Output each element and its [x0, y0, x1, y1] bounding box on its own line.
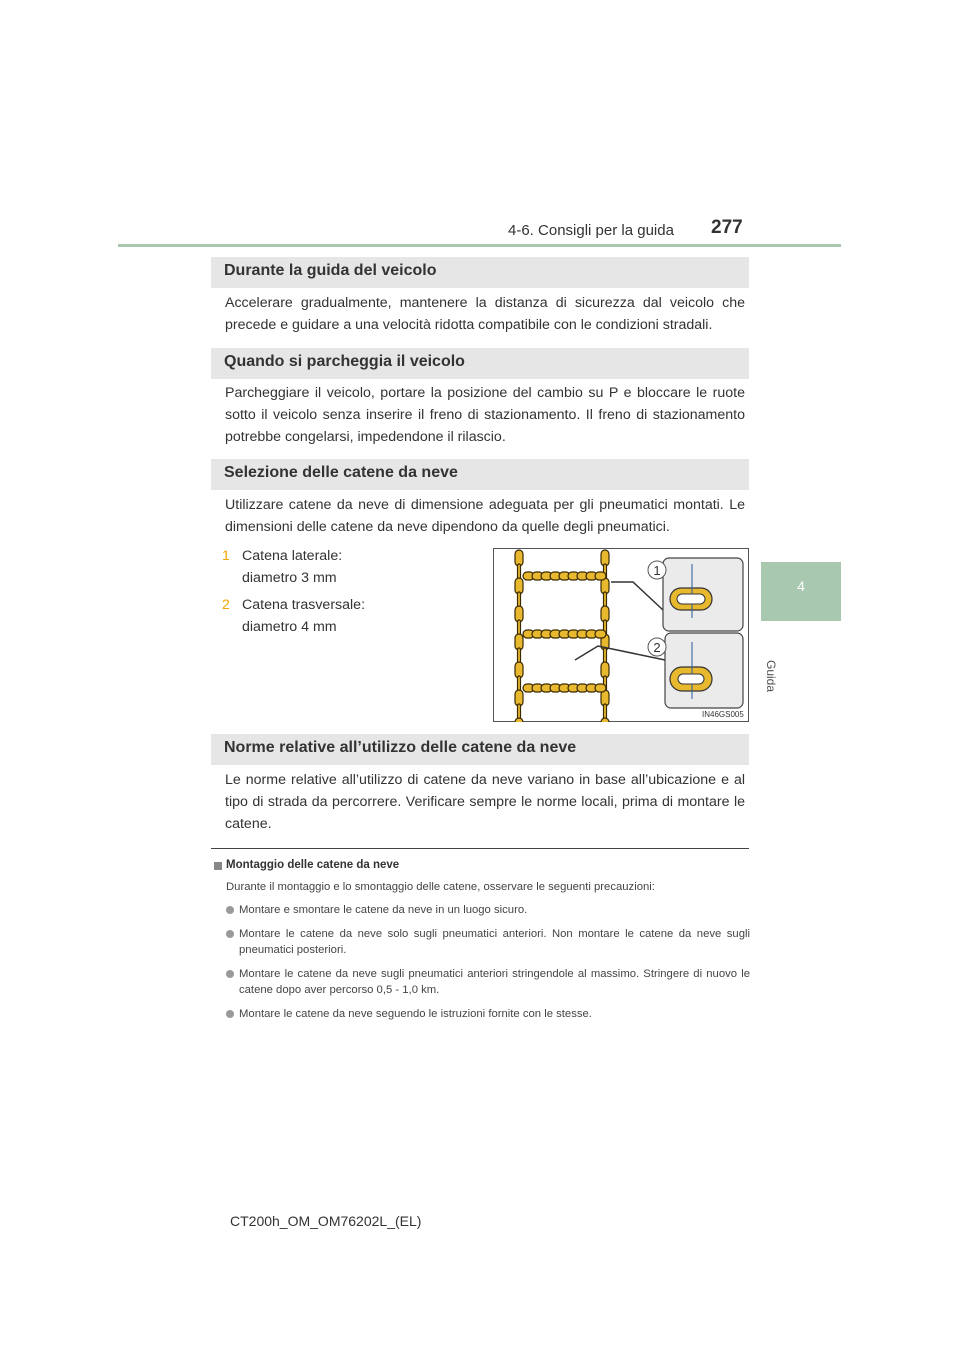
item-line: Catena laterale: — [242, 548, 343, 564]
list-item — [226, 926, 750, 958]
bullet-text: Montare e smontare le catene da neve in un luogo sicuro. — [239, 904, 528, 916]
section-title: Durante la guida del veicolo — [224, 262, 437, 279]
bullet-icon — [226, 970, 234, 978]
section-title: Quando si parcheggia il veicolo — [224, 353, 465, 370]
list-item — [226, 1006, 750, 1022]
bullet-icon — [226, 906, 234, 914]
chain-link — [595, 572, 606, 580]
item-line: diametro 3 mm — [242, 570, 337, 586]
note-square-icon — [214, 862, 222, 870]
page-number: 277 — [711, 217, 743, 238]
note-divider — [211, 848, 749, 849]
section-text: Utilizzare catene da neve di dimensione adeguata per gli pneumatici montati. Le dimensioni delle catene da neve dipendono da quelle degli pneumatici. — [225, 497, 745, 535]
item-line: diametro 4 mm — [242, 619, 337, 635]
chain-link-hole — [678, 674, 704, 684]
item-line: Catena trasversale: — [242, 597, 366, 613]
bullet-icon — [226, 1010, 234, 1018]
list-item — [226, 966, 750, 998]
section-title: Selezione delle catene da neve — [224, 464, 458, 481]
callout-label: 2 — [653, 640, 661, 655]
item-number: 2 — [222, 596, 230, 612]
chapter-number: 4 — [797, 578, 805, 594]
section-title: Norme relative all’utilizzo delle catene da neve — [224, 739, 577, 756]
bullet-text: Montare le catene da neve sugli pneumatici anteriori stringendole al massimo. Stringere di nuovo le catene dopo aver percorso 0,5 - 1,0 km. — [239, 968, 750, 996]
list-item — [226, 902, 750, 918]
callout-label: 1 — [653, 563, 661, 578]
chain-link-hole — [677, 594, 705, 604]
section-text: Le norme relative all’utilizzo di catene da neve variano in base all’ubicazione e al tipo di strada da percorrere. Verificare sempre le norme locali, prima di montare le catene. — [225, 772, 745, 832]
note-title: Montaggio delle catene da neve — [226, 859, 400, 871]
chain-link — [601, 718, 609, 722]
item-number: 1 — [222, 547, 230, 563]
header-section-title: 4-6. Consigli per la guida — [508, 222, 674, 239]
footer-code: CT200h_OM_OM76202L_(EL) — [230, 1213, 422, 1229]
snow-chain-illustration — [493, 548, 749, 722]
bullet-text: Montare le catene da neve solo sugli pneumatici anteriori. Non montare le catene da neve sugli pneumatici posteriori. — [239, 928, 750, 956]
note-bullet-list — [226, 902, 750, 1022]
figure-code: IN46GS005 — [702, 710, 744, 719]
chain-link — [515, 718, 523, 722]
bullet-text: Montare le catene da neve seguendo le istruzioni fornite con le stesse. — [239, 1008, 592, 1020]
chain-link — [595, 684, 606, 692]
bullet-icon — [226, 930, 234, 938]
chain-link — [595, 630, 606, 638]
chapter-label: Guida — [764, 660, 778, 693]
chain-item-side — [242, 545, 342, 589]
section-text: Parcheggiare il veicolo, portare la posizione del cambio su P e bloccare le ruote sotto il veicolo senza inserire il freno di stazionamento. Il freno di stazionamento potrebbe congelarsi, impedendone il rilascio. — [225, 385, 745, 445]
note-intro: Durante il montaggio e lo smontaggio delle catene, osservare le seguenti precauzioni: — [226, 881, 655, 893]
chain-item-cross — [242, 594, 365, 638]
header-divider — [118, 244, 841, 247]
section-text: Accelerare gradualmente, mantenere la distanza di sicurezza dal veicolo che precede e guidare a una velocità ridotta compatibile con le condizioni stradali. — [225, 295, 745, 333]
